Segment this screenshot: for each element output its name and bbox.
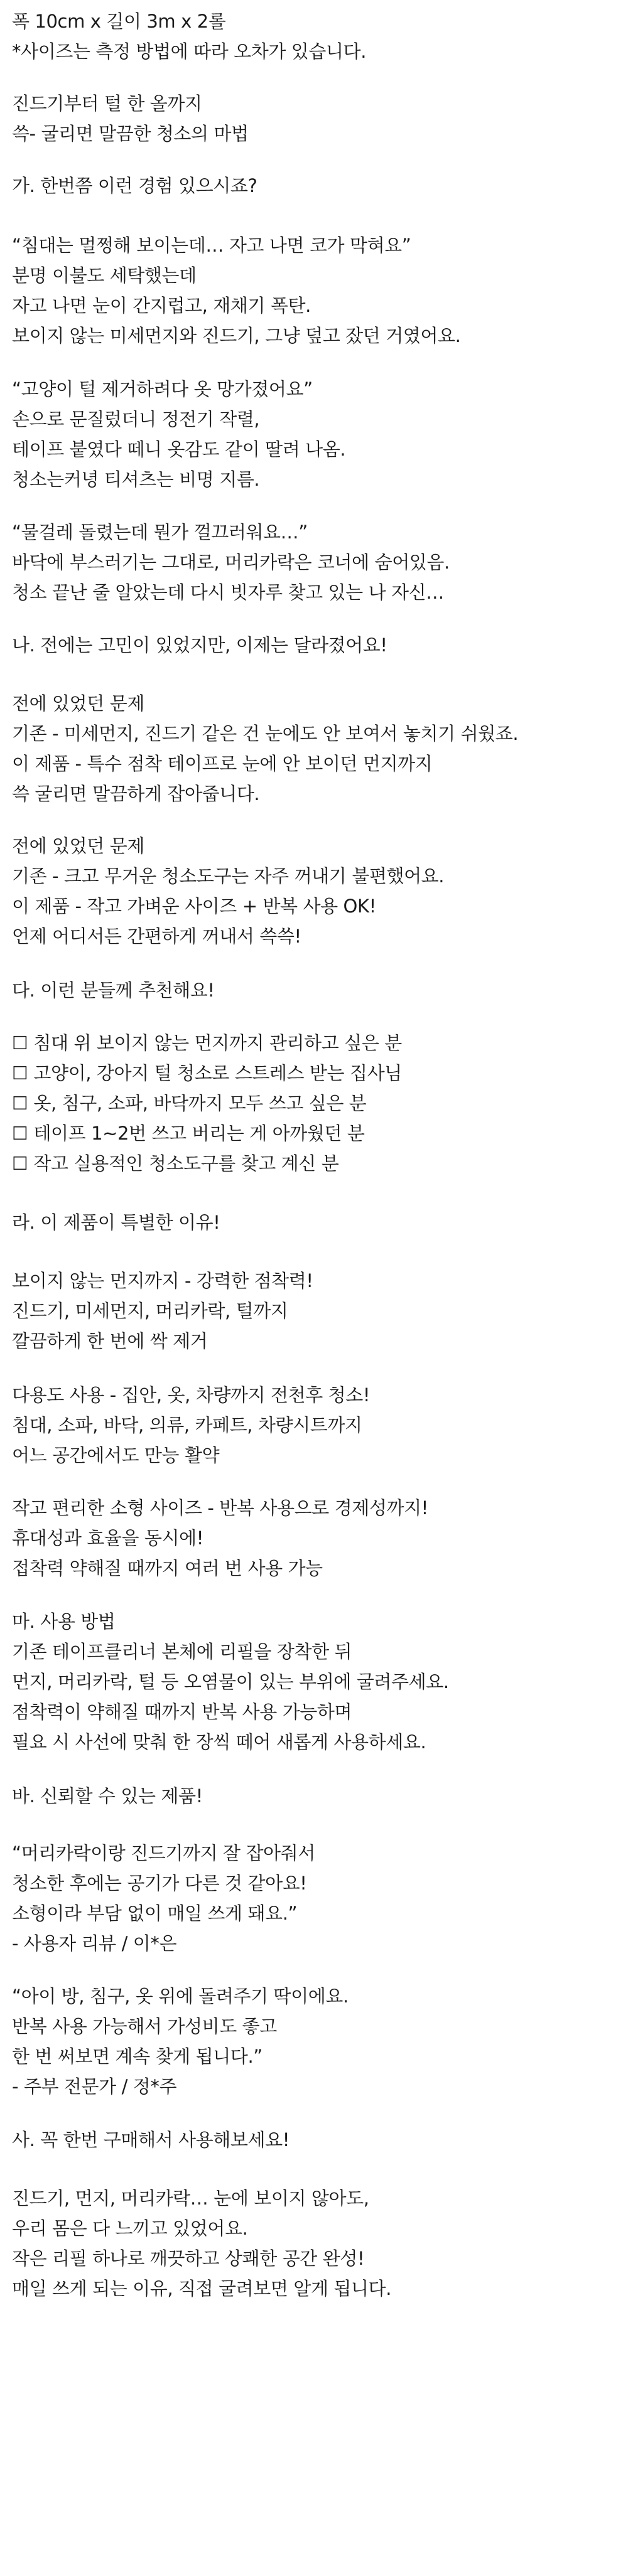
closing-line: 작은 리필 하나로 깨끗하고 상쾌한 공간 완성! bbox=[12, 2248, 365, 2269]
closing-block bbox=[12, 2183, 391, 2304]
spec-block bbox=[12, 6, 366, 67]
problem-before: 기존 - 크고 무거운 청소도구는 자주 꺼내기 불편했어요. bbox=[12, 865, 445, 887]
story-line: 바닥에 부스러기는 그대로, 머리카락은 코너에 숨어있음. bbox=[12, 552, 450, 573]
story-line: “침대는 멀쩡해 보이는데… 자고 나면 코가 막혀요” bbox=[12, 235, 411, 256]
feature-line: 휴대성과 효율을 동시에! bbox=[12, 1527, 204, 1549]
review-line: “아이 방, 침구, 옷 위에 돌려주기 딱이에요. bbox=[12, 1985, 349, 2007]
story-line: 테이프 붙였다 떼니 옷감도 같이 딸려 나옴. bbox=[12, 439, 346, 460]
checklist-item: ☐ 옷, 침구, 소파, 바닥까지 모두 쓰고 싶은 분 bbox=[12, 1093, 367, 1114]
usage-line: 필요 시 사선에 맞춰 한 장씩 떼어 새롭게 사용하세요. bbox=[12, 1731, 426, 1753]
spec-note-line: *사이즈는 측정 방법에 따라 오차가 있습니다. bbox=[12, 41, 367, 62]
closing-line: 진드기, 먼지, 머리카락… 눈에 보이지 않아도, bbox=[12, 2188, 369, 2209]
review-line: 소형이라 부담 없이 매일 쓰게 돼요.” bbox=[12, 1903, 298, 1924]
section-ga-heading: 가. 한번쯤 이런 경험 있으시죠? bbox=[12, 175, 257, 196]
feature-title: 보이지 않는 먼지까지 - 강력한 점착력! bbox=[12, 1270, 313, 1291]
checklist-item: ☐ 테이프 1~2번 쓰고 버리는 게 아까웠던 분 bbox=[12, 1123, 365, 1144]
story-floor bbox=[12, 517, 450, 607]
feature-compact bbox=[12, 1493, 428, 1583]
checklist-item: ☐ 고양이, 강아지 털 청소로 스트레스 받는 집사님 bbox=[12, 1062, 402, 1084]
feature-adhesion bbox=[12, 1266, 313, 1356]
recommend-checklist bbox=[12, 1028, 402, 1178]
usage-block bbox=[12, 1606, 449, 1757]
feature-line: 깔끔하게 한 번에 싹 제거 bbox=[12, 1330, 208, 1352]
section-ra-heading: 라. 이 제품이 특별한 이유! bbox=[12, 1212, 220, 1233]
problem-before: 기존 - 미세먼지, 진드기 같은 건 눈에도 안 보여서 놓치기 쉬웠죠. bbox=[12, 723, 519, 744]
checklist-item: ☐ 침대 위 보이지 않는 먼지까지 관리하고 싶은 분 bbox=[12, 1032, 402, 1054]
review-author: - 주부 전문가 / 정*주 bbox=[12, 2076, 177, 2097]
section-da-heading: 다. 이런 분들께 추천해요! bbox=[12, 980, 215, 1001]
problem-title: 전에 있었던 문제 bbox=[12, 693, 144, 714]
story-allergy bbox=[12, 230, 461, 351]
closing-line: 우리 몸은 다 느끼고 있었어요. bbox=[12, 2218, 248, 2239]
story-line: 자고 나면 눈이 간지럽고, 재채기 폭탄. bbox=[12, 295, 311, 316]
feature-title: 작고 편리한 소형 사이즈 - 반복 사용으로 경제성까지! bbox=[12, 1497, 428, 1519]
problem-block-dust bbox=[12, 688, 518, 809]
usage-line: 먼지, 머리카락, 털 등 오염물이 있는 부위에 굴려주세요. bbox=[12, 1671, 449, 1692]
story-line: “물걸레 돌렸는데 뭔가 껄끄러워요…” bbox=[12, 521, 308, 543]
checklist-item: ☐ 작고 실용적인 청소도구를 찾고 계신 분 bbox=[12, 1153, 339, 1174]
headline-line-2: 쓱- 굴리면 말끔한 청소의 마법 bbox=[12, 123, 249, 144]
story-line: “고양이 털 제거하려다 옷 망가졌어요” bbox=[12, 378, 313, 400]
review-line: 한 번 써보면 계속 찾게 됩니다.” bbox=[12, 2046, 263, 2067]
review-line: “머리카락이랑 진드기까지 잘 잡아줘서 bbox=[12, 1842, 315, 1864]
feature-line: 접착력 약해질 때까지 여러 번 사용 가능 bbox=[12, 1558, 323, 1579]
problem-block-size bbox=[12, 831, 444, 951]
usage-line: 기존 테이프클리너 본체에 리필을 장착한 뒤 bbox=[12, 1641, 352, 1662]
section-ma-heading: 마. 사용 방법 bbox=[12, 1611, 116, 1632]
story-line: 손으로 문질렀더니 정전기 작렬, bbox=[12, 409, 260, 430]
closing-line: 매일 쓰게 되는 이유, 직접 굴려보면 알게 됩니다. bbox=[12, 2278, 392, 2299]
feature-line: 진드기, 미세먼지, 머리카락, 털까지 bbox=[12, 1300, 288, 1322]
problem-after: 이 제품 - 작고 가벼운 사이즈 + 반복 사용 OK! bbox=[12, 895, 376, 917]
review-line: 반복 사용 가능해서 가성비도 좋고 bbox=[12, 2016, 277, 2037]
story-pet-hair bbox=[12, 374, 345, 494]
feature-line: 침대, 소파, 바닥, 의류, 카페트, 차량시트까지 bbox=[12, 1414, 362, 1436]
headline-line-1: 진드기부터 털 한 올까지 bbox=[12, 93, 202, 114]
review-line: 청소한 후에는 공기가 다른 것 같아요! bbox=[12, 1873, 307, 1894]
usage-line: 점착력이 약해질 때까지 반복 사용 가능하며 bbox=[12, 1701, 352, 1723]
section-na-heading: 나. 전에는 고민이 있었지만, 이제는 달라졌어요! bbox=[12, 634, 387, 656]
review-author: - 사용자 리뷰 / 이*은 bbox=[12, 1933, 177, 1954]
section-ba-heading: 바. 신뢰할 수 있는 제품! bbox=[12, 1785, 203, 1807]
headline-block bbox=[12, 88, 249, 149]
feature-line: 어느 공간에서도 만능 활약 bbox=[12, 1445, 220, 1466]
spec-size-line: 폭 10cm x 길이 3m x 2롤 bbox=[12, 11, 226, 32]
review-card bbox=[12, 1838, 315, 1959]
problem-after-cont: 쓱 굴리면 말끔하게 잡아줍니다. bbox=[12, 783, 260, 804]
feature-title: 다용도 사용 - 집안, 옷, 차량까지 전천후 청소! bbox=[12, 1384, 371, 1406]
feature-multipurpose bbox=[12, 1380, 370, 1470]
problem-title: 전에 있었던 문제 bbox=[12, 835, 144, 857]
problem-after: 이 제품 - 특수 점착 테이프로 눈에 안 보이던 먼지까지 bbox=[12, 753, 433, 774]
problem-after-cont: 언제 어디서든 간편하게 꺼내서 쓱쓱! bbox=[12, 926, 301, 947]
story-line: 분명 이불도 세탁했는데 bbox=[12, 265, 197, 286]
section-sa-heading: 사. 꼭 한번 구매해서 사용해보세요! bbox=[12, 2129, 290, 2151]
story-line: 청소 끝난 줄 알았는데 다시 빗자루 찾고 있는 나 자신… bbox=[12, 582, 444, 603]
review-card bbox=[12, 1981, 349, 2102]
story-line: 보이지 않는 미세먼지와 진드기, 그냥 덮고 잤던 거였어요. bbox=[12, 325, 461, 346]
story-line: 청소는커녕 티셔츠는 비명 지름. bbox=[12, 469, 260, 490]
